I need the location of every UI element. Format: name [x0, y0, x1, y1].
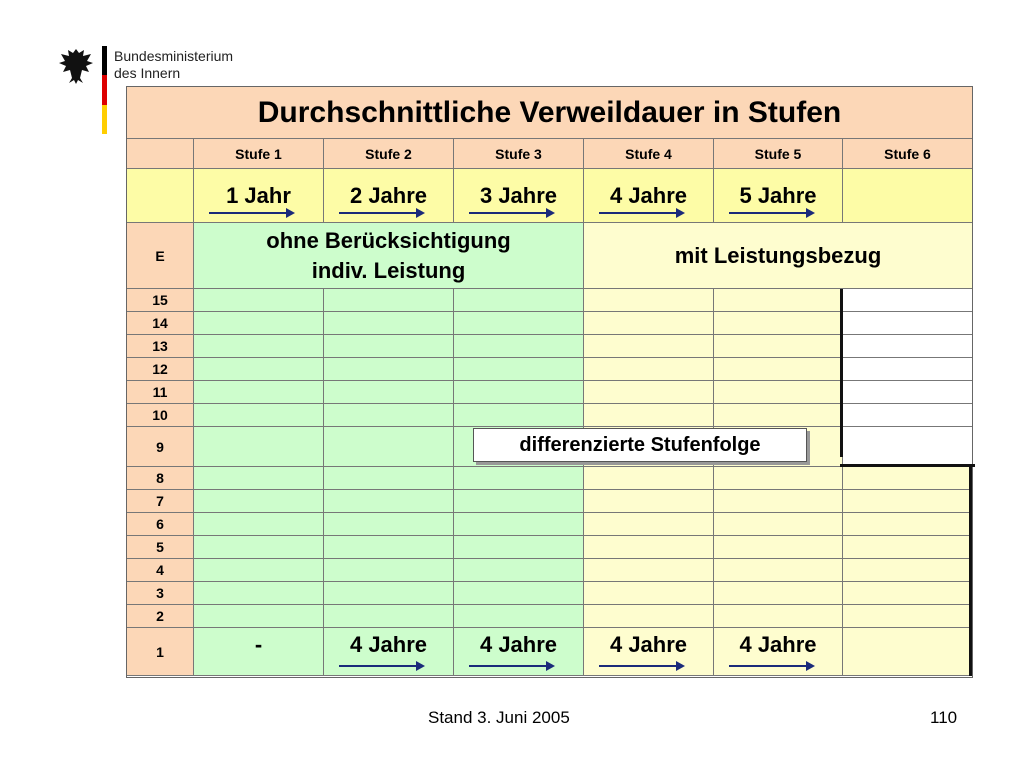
- grid-cell: [454, 381, 584, 404]
- grid-cell: [454, 289, 584, 312]
- grid-cell: [843, 404, 972, 427]
- grid-cell: [324, 467, 454, 490]
- arrow-icon: [599, 665, 677, 667]
- row-label: 3: [127, 582, 194, 605]
- grid-cell: [324, 289, 454, 312]
- row-label: 13: [127, 335, 194, 358]
- row-label: 10: [127, 404, 194, 427]
- ohne-line2: indiv. Leistung: [311, 257, 466, 283]
- thick-border: [969, 464, 972, 676]
- duration-corner: [127, 169, 194, 223]
- duration-stufe-5: 5 Jahre: [714, 169, 843, 223]
- grid-cell: [454, 582, 584, 605]
- grid-cell: [714, 536, 843, 559]
- grid-cell: [843, 628, 972, 676]
- grid-cell: [843, 467, 972, 490]
- grid-cell: [454, 513, 584, 536]
- grid-cell: [454, 312, 584, 335]
- grid-cell: [843, 559, 972, 582]
- grid-cell: [843, 312, 972, 335]
- row-label: 5: [127, 536, 194, 559]
- differenzierte-stufenfolge-label: differenzierte Stufenfolge: [473, 428, 807, 462]
- verweildauer-table: [126, 86, 973, 678]
- arrow-icon: [729, 665, 807, 667]
- grid-cell: [194, 427, 324, 467]
- header-stufe-2: Stufe 2: [324, 139, 454, 169]
- arrow-icon: [209, 212, 287, 214]
- arrow-icon: [339, 665, 417, 667]
- grid-cell: [584, 335, 714, 358]
- footer-date: Stand 3. Juni 2005: [428, 708, 570, 727]
- page-number: 110: [930, 708, 958, 727]
- header-stufe-3: Stufe 3: [454, 139, 584, 169]
- ohne-line1: ohne Berücksichtigung: [266, 227, 511, 253]
- row-label: 12: [127, 358, 194, 381]
- grid-cell: [324, 582, 454, 605]
- grid-cell: [714, 381, 843, 404]
- row-label: 8: [127, 467, 194, 490]
- ministry-line1: Bundesministerium: [114, 48, 234, 64]
- row-label: 7: [127, 490, 194, 513]
- ministry-line2: des Innern: [114, 65, 181, 81]
- grid-cell: 4 Jahre: [454, 628, 584, 676]
- grid-cell: [454, 467, 584, 490]
- duration-stufe-6: [843, 169, 972, 223]
- grid-cell: [714, 289, 843, 312]
- flag-bar: [102, 46, 107, 134]
- ministry-name: [114, 48, 233, 82]
- header-stufe-4: Stufe 4: [584, 139, 714, 169]
- grid-cell: [843, 427, 972, 467]
- grid-cell: [324, 513, 454, 536]
- header-stufe-5: Stufe 5: [714, 139, 843, 169]
- grid-cell: [843, 381, 972, 404]
- grid-cell: 4 Jahre: [584, 628, 714, 676]
- grid-cell: [584, 559, 714, 582]
- duration-stufe-4: 4 Jahre: [584, 169, 714, 223]
- grid-cell: [324, 559, 454, 582]
- grid-cell: [454, 490, 584, 513]
- table-title: Durchschnittliche Verweildauer in Stufen: [127, 87, 972, 139]
- grid-cell: [324, 381, 454, 404]
- header-stufe-1: Stufe 1: [194, 139, 324, 169]
- grid-cell: [584, 467, 714, 490]
- grid-cell: [584, 582, 714, 605]
- mit-leistung-label: mit Leistungsbezug: [584, 223, 972, 289]
- row-label: 9: [127, 427, 194, 467]
- grid-cell: [714, 335, 843, 358]
- grid-cell: [324, 490, 454, 513]
- grid-cell: [584, 381, 714, 404]
- grid-cell: [584, 358, 714, 381]
- grid-cell: [194, 335, 324, 358]
- grid-cell: [194, 467, 324, 490]
- grid-cell: [714, 605, 843, 628]
- grid-cell: [843, 536, 972, 559]
- row-label-e: E: [127, 223, 194, 289]
- grid-cell: [454, 536, 584, 559]
- arrow-icon: [469, 665, 547, 667]
- grid-cell: [843, 358, 972, 381]
- header-stufe-6: Stufe 6: [843, 139, 972, 169]
- grid-cell: [194, 289, 324, 312]
- arrow-icon: [599, 212, 677, 214]
- grid-cell: [324, 605, 454, 628]
- row-label: 1: [127, 628, 194, 676]
- grid-cell: [714, 582, 843, 605]
- row-label: 4: [127, 559, 194, 582]
- grid-cell: [714, 467, 843, 490]
- grid-cell: [714, 404, 843, 427]
- grid-cell: [584, 404, 714, 427]
- grid-cell: [843, 582, 972, 605]
- grid-cell: [194, 358, 324, 381]
- grid-cell: [194, 312, 324, 335]
- arrow-icon: [729, 212, 807, 214]
- grid-cell: [843, 513, 972, 536]
- grid-cell: [194, 536, 324, 559]
- grid-cell: [454, 404, 584, 427]
- grid-cell: [454, 335, 584, 358]
- grid-cell: [454, 358, 584, 381]
- grid-cell: [324, 358, 454, 381]
- grid-cell: [584, 312, 714, 335]
- grid-cell: [194, 513, 324, 536]
- duration-stufe-3: 3 Jahre: [454, 169, 584, 223]
- grid-cell: [194, 381, 324, 404]
- grid-cell: [714, 312, 843, 335]
- grid-cell: [584, 289, 714, 312]
- grid-cell: [843, 490, 972, 513]
- grid-cell: [454, 559, 584, 582]
- grid-cell: [714, 490, 843, 513]
- duration-stufe-2: 2 Jahre: [324, 169, 454, 223]
- row-label: 6: [127, 513, 194, 536]
- grid-cell: [843, 335, 972, 358]
- row-label: 14: [127, 312, 194, 335]
- row-label: 11: [127, 381, 194, 404]
- duration-stufe-1: 1 Jahr: [194, 169, 324, 223]
- row-label: 2: [127, 605, 194, 628]
- grid-cell: -: [194, 628, 324, 676]
- thick-border: [840, 464, 975, 467]
- grid-cell: [194, 582, 324, 605]
- grid-cell: [714, 559, 843, 582]
- row-label: 15: [127, 289, 194, 312]
- grid-cell: [194, 404, 324, 427]
- grid-cell: 4 Jahre: [714, 628, 843, 676]
- grid-cell: [454, 605, 584, 628]
- grid-cell: [843, 289, 972, 312]
- grid-cell: [194, 490, 324, 513]
- grid-cell: [324, 404, 454, 427]
- grid-cell: [843, 605, 972, 628]
- thick-border: [840, 289, 843, 457]
- grid-cell: 4 Jahre: [324, 628, 454, 676]
- grid-cell: [194, 559, 324, 582]
- grid-cell: [324, 427, 454, 467]
- grid-cell: [324, 312, 454, 335]
- grid-cell: [324, 335, 454, 358]
- grid-cell: [714, 513, 843, 536]
- grid-cell: [714, 358, 843, 381]
- ohne-leistung-label: [194, 223, 584, 289]
- grid-cell: [584, 490, 714, 513]
- grid-cell: [324, 536, 454, 559]
- arrow-icon: [339, 212, 417, 214]
- grid-cell: [584, 536, 714, 559]
- grid-cell: [584, 605, 714, 628]
- header-corner: [127, 139, 194, 169]
- grid-cell: [584, 513, 714, 536]
- federal-eagle-icon: [58, 46, 94, 86]
- arrow-icon: [469, 212, 547, 214]
- grid-cell: [194, 605, 324, 628]
